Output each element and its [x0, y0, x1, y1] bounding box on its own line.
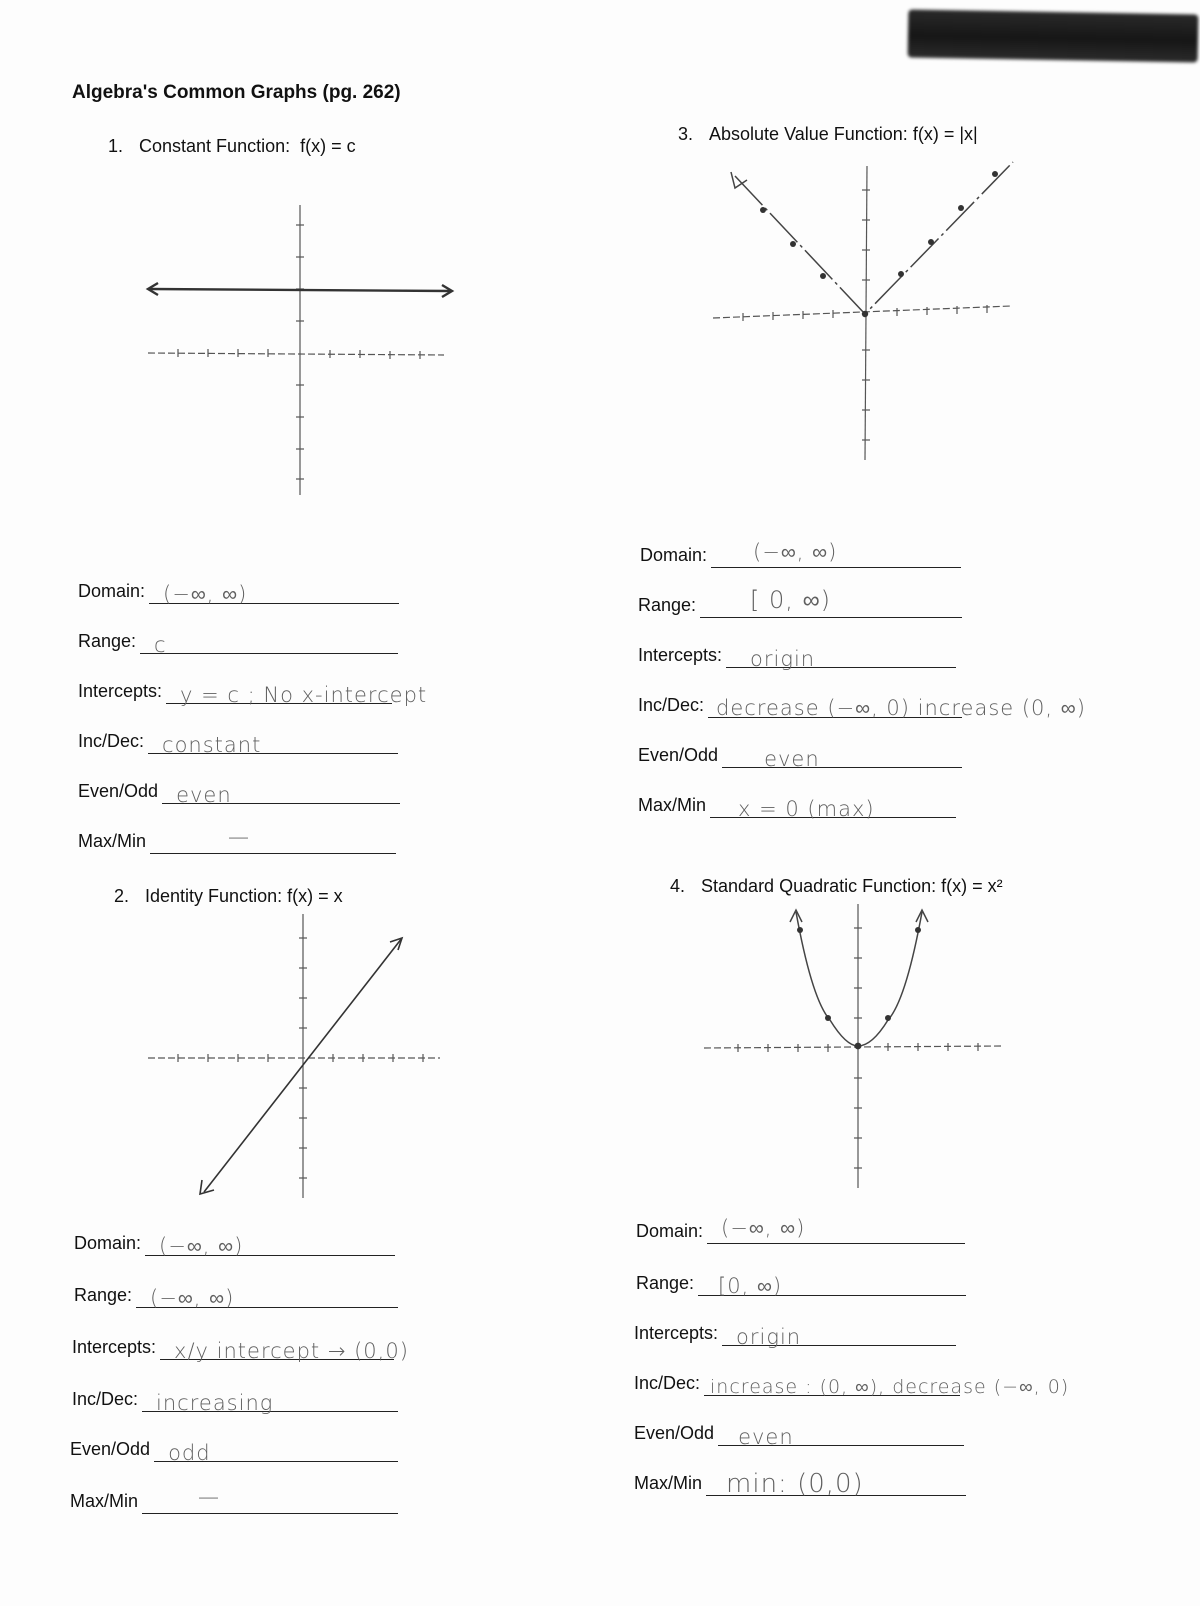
maxmin-label: Max/Min	[70, 1491, 139, 1511]
function-3-evenodd-row	[638, 738, 962, 771]
function-2-curve	[200, 938, 402, 1194]
function-2-range-row	[74, 1278, 398, 1308]
function-3-intercepts-answer: origin	[750, 647, 816, 671]
function-3-x-axis	[713, 306, 1011, 318]
function-3-maxmin-answer: x = 0 (max)	[738, 797, 875, 821]
function-2-intercepts-answer: x/y intercept → (0,0)	[174, 1339, 409, 1363]
function-1-range-row	[78, 624, 398, 657]
function-1-range-field	[140, 627, 398, 657]
function-4-evenodd-field	[718, 1419, 964, 1449]
incdec-label: Inc/Dec:	[634, 1373, 701, 1393]
function-4-graph	[700, 900, 1010, 1192]
function-1-formula: f(x) = c	[300, 136, 356, 156]
function-1-incdec-row	[78, 724, 398, 757]
function-1-evenodd-answer: even	[176, 783, 232, 807]
function-4-domain-field	[707, 1217, 965, 1244]
function-2-axes	[148, 914, 440, 1198]
function-1-axes	[148, 205, 444, 495]
function-3-incdec-answer: decrease (−∞, 0) increase (0, ∞)	[716, 696, 1086, 720]
function-3-heading	[678, 124, 978, 145]
function-4-formula: f(x) = x²	[941, 876, 1003, 896]
domain-label: Domain:	[78, 581, 146, 601]
function-3-range-field	[700, 586, 962, 618]
function-4-name: Standard Quadratic Function:	[701, 876, 937, 896]
function-4-incdec-row	[634, 1366, 1070, 1398]
function-4-range-row	[636, 1266, 966, 1296]
function-4-domain-answer: (−∞, ∞)	[721, 1216, 806, 1240]
function-4-maxmin-row	[634, 1466, 966, 1499]
function-4-incdec-field	[704, 1369, 1070, 1398]
maxmin-label: Max/Min	[78, 831, 147, 851]
worksheet-title: Algebra's Common Graphs (pg. 262)	[72, 82, 401, 103]
function-4-intercepts-answer: origin	[736, 1325, 802, 1349]
function-1-domain-row	[78, 574, 399, 604]
function-3-intercepts-row	[638, 638, 956, 671]
function-2-range-field	[136, 1281, 398, 1308]
function-2-domain-field	[145, 1229, 395, 1256]
function-3-number: 3.	[678, 124, 694, 144]
function-3-range-row	[638, 588, 962, 618]
function-3-maxmin-field	[710, 791, 956, 821]
function-4-maxmin-field	[706, 1469, 966, 1499]
function-2-intercepts-field	[160, 1333, 409, 1363]
intercepts-label: Intercepts:	[634, 1323, 719, 1343]
function-2-incdec-row	[72, 1382, 398, 1415]
function-1-evenodd-row	[78, 774, 400, 807]
function-4-x-axis	[704, 1046, 1004, 1048]
function-1-maxmin-answer: —	[228, 825, 251, 849]
function-3-incdec-field	[708, 691, 1086, 720]
function-4-intercepts-row	[634, 1316, 956, 1349]
function-2-evenodd-row	[70, 1432, 398, 1465]
domain-label: Domain:	[636, 1221, 704, 1241]
function-2-maxmin-row	[70, 1484, 398, 1514]
function-2-incdec-field	[142, 1385, 398, 1415]
function-4-number: 4.	[670, 876, 686, 896]
evenodd-label: Even/Odd	[634, 1423, 715, 1443]
function-3-evenodd-answer: even	[764, 747, 820, 771]
function-2-domain-row	[74, 1226, 395, 1256]
function-2-number: 2.	[114, 886, 130, 906]
function-1-domain-answer: (−∞, ∞)	[163, 582, 248, 606]
function-3-points	[760, 171, 998, 317]
domain-label: Domain:	[640, 545, 708, 565]
incdec-label: Inc/Dec:	[638, 695, 705, 715]
function-2-formula: f(x) = x	[287, 886, 343, 906]
function-1-ticks	[178, 225, 420, 479]
function-4-curve	[790, 910, 928, 1046]
evenodd-label: Even/Odd	[638, 745, 719, 765]
function-3-name: Absolute Value Function:	[709, 124, 908, 144]
function-1-intercepts-field	[166, 677, 428, 707]
redacted-name	[908, 9, 1199, 62]
function-4-intercepts-field	[722, 1319, 956, 1349]
function-1-incdec-field	[148, 727, 398, 757]
function-3-domain-field	[711, 541, 961, 568]
intercepts-label: Intercepts:	[78, 681, 163, 701]
function-3-formula: f(x) = |x|	[912, 124, 978, 144]
function-1-number: 1.	[108, 136, 124, 156]
function-4-heading	[670, 876, 1003, 897]
function-1-domain-field	[149, 577, 399, 604]
function-4-incdec-answer: increase : (0, ∞), decrease (−∞, 0)	[710, 1376, 1070, 1398]
evenodd-label: Even/Odd	[70, 1439, 151, 1459]
function-4-domain-row	[636, 1214, 965, 1244]
function-4-maxmin-answer: min: (0,0)	[726, 1469, 864, 1499]
function-3-evenodd-field	[722, 741, 962, 771]
function-1-range-answer: c	[154, 633, 167, 657]
function-1-intercepts-answer: y = c ; No x-intercept	[180, 683, 428, 707]
function-2-domain-answer: (−∞, ∞)	[159, 1234, 244, 1258]
function-4-range-answer: [0, ∞)	[718, 1274, 783, 1298]
function-1-maxmin-row	[78, 824, 396, 854]
function-2-name: Identity Function:	[145, 886, 283, 906]
function-1-heading	[108, 136, 356, 157]
range-label: Range:	[78, 631, 137, 651]
range-label: Range:	[638, 595, 697, 615]
intercepts-label: Intercepts:	[72, 1337, 157, 1357]
function-4-evenodd-row	[634, 1416, 964, 1449]
intercepts-label: Intercepts:	[638, 645, 723, 665]
range-label: Range:	[636, 1273, 695, 1293]
function-2-maxmin-field	[142, 1487, 398, 1514]
function-3-incdec-row	[638, 688, 1086, 720]
function-3-domain-row	[640, 538, 961, 568]
function-3-domain-answer: (−∞, ∞)	[753, 540, 838, 564]
function-2-evenodd-field	[154, 1435, 398, 1465]
function-3-intercepts-field	[726, 641, 956, 671]
function-1-intercepts-row	[78, 674, 428, 707]
function-2-incdec-answer: increasing	[156, 1391, 274, 1415]
function-2-intercepts-row	[72, 1330, 409, 1363]
maxmin-label: Max/Min	[638, 795, 707, 815]
function-4-evenodd-answer: even	[738, 1425, 794, 1449]
function-1-evenodd-field	[162, 777, 400, 807]
function-3-maxmin-row	[638, 788, 956, 821]
function-2-range-answer: (−∞, ∞)	[150, 1286, 235, 1310]
function-3-range-answer: [ 0, ∞)	[750, 586, 832, 614]
incdec-label: Inc/Dec:	[78, 731, 145, 751]
function-2-evenodd-answer: odd	[168, 1441, 211, 1465]
function-1-graph	[140, 195, 460, 505]
function-3-curve	[731, 162, 1013, 314]
maxmin-label: Max/Min	[634, 1473, 703, 1493]
function-1-x-axis	[148, 353, 444, 355]
evenodd-label: Even/Odd	[78, 781, 159, 801]
incdec-label: Inc/Dec:	[72, 1389, 139, 1409]
function-1-maxmin-field	[150, 827, 396, 854]
function-1-incdec-answer: constant	[162, 733, 262, 757]
range-label: Range:	[74, 1285, 133, 1305]
function-2-heading	[114, 886, 343, 907]
function-1-name: Constant Function:	[139, 136, 291, 156]
function-2-graph	[140, 908, 460, 1200]
function-3-graph	[705, 160, 1025, 465]
function-2-maxmin-answer: —	[198, 1485, 221, 1509]
function-4-range-field	[698, 1269, 966, 1296]
domain-label: Domain:	[74, 1233, 142, 1253]
